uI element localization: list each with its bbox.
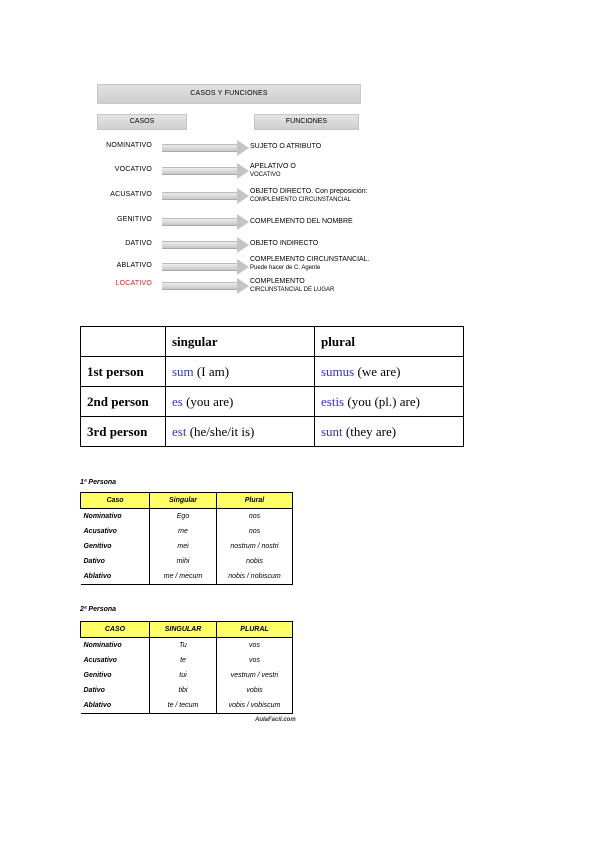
function-label: OBJETO DIRECTO. Con preposición: COMPLEMENTO CIRCUNSTANCIAL <box>250 188 368 203</box>
table-header-row <box>81 622 293 638</box>
singular-cell: Ego <box>150 509 217 525</box>
case-cell: Genitivo <box>83 543 112 550</box>
plural-cell: vos <box>217 638 293 654</box>
header-cell: Caso <box>81 493 150 509</box>
header-cell: CASO <box>81 622 150 638</box>
case-label: ABLATIVO <box>116 262 152 269</box>
plural-cell: vobis / vobiscum <box>217 698 293 714</box>
table-row <box>81 524 293 539</box>
table-row <box>81 509 293 525</box>
person-cell: 3rd person <box>81 417 166 447</box>
table-row <box>81 668 293 683</box>
plural-cell: nostrum / nostri <box>217 539 293 554</box>
table-row <box>81 387 464 417</box>
table-row <box>81 698 293 714</box>
case-label: ACUSATIVO <box>110 191 152 198</box>
table-row <box>81 638 293 654</box>
primera-persona-heading: 1ª Persona <box>80 479 117 486</box>
table-row <box>81 683 293 698</box>
singular-cell: es (you are) <box>166 387 315 417</box>
case-label-locativo: LOCATIVO <box>115 280 152 287</box>
header-cell <box>81 327 166 357</box>
casos-title: CASOS Y FUNCIONES <box>97 84 361 104</box>
header-cell-singular: singular <box>166 327 315 357</box>
plural-cell: sunt (they are) <box>315 417 464 447</box>
table-row <box>81 653 293 668</box>
person-cell: 1st person <box>81 357 166 387</box>
case-cell: Dativo <box>83 558 105 565</box>
arrow-shape <box>162 167 237 175</box>
function-label: COMPLEMENTO DEL NOMBRE <box>250 218 353 225</box>
plural-cell: vos <box>217 653 293 668</box>
casos-funciones-diagram <box>0 0 600 310</box>
case-cell: Acusativo <box>83 528 117 535</box>
case-cell: Genitivo <box>83 672 112 679</box>
arrow-shape <box>162 263 237 271</box>
singular-cell: te / tecum <box>150 698 217 714</box>
table-row <box>81 417 464 447</box>
plural-cell: nobis <box>217 554 293 569</box>
segunda-persona-heading: 2ª Persona <box>80 606 117 613</box>
case-label: GENITIVO <box>116 216 152 223</box>
arrow-shape <box>162 192 237 200</box>
case-cell: Nominativo <box>83 513 122 520</box>
singular-cell: Tu <box>150 638 217 654</box>
function-label: OBJETO INDIRECTO <box>250 240 319 247</box>
plural-cell: sumus (we are) <box>315 357 464 387</box>
function-label: SUJETO O ATRIBUTO <box>250 143 322 150</box>
singular-cell: me <box>150 524 217 539</box>
person-cell: 2nd person <box>81 387 166 417</box>
table-header-row <box>81 327 464 357</box>
segunda-persona-table <box>80 621 293 714</box>
singular-cell: tibi <box>150 683 217 698</box>
singular-cell: sum (I am) <box>166 357 315 387</box>
plural-cell: nobis / nobiscum <box>217 569 293 585</box>
case-cell: Dativo <box>83 687 105 694</box>
arrow-shape <box>162 241 237 249</box>
primera-persona-table <box>80 492 293 585</box>
header-cell: Singular <box>150 493 217 509</box>
table-row <box>81 569 293 585</box>
singular-cell: te <box>150 653 217 668</box>
case-label: DATIVO <box>125 240 152 247</box>
plural-cell: vobis <box>217 683 293 698</box>
arrow-shape <box>162 282 237 290</box>
arrow-shape <box>162 144 237 152</box>
header-cell: PLURAL <box>217 622 293 638</box>
function-label: APELATIVO O VOCATIVO <box>250 163 296 178</box>
casos-header: CASOS <box>97 114 187 130</box>
header-cell-plural: plural <box>315 327 464 357</box>
case-cell: Nominativo <box>83 642 122 649</box>
plural-cell: nos <box>217 524 293 539</box>
plural-cell: estis (you (pl.) are) <box>315 387 464 417</box>
funciones-header: FUNCIONES <box>254 114 359 130</box>
sum-conjugation-table <box>80 326 464 447</box>
singular-cell: tui <box>150 668 217 683</box>
case-label: NOMINATIVO <box>106 142 152 149</box>
case-cell: Ablativo <box>81 569 150 585</box>
singular-cell: mihi <box>150 554 217 569</box>
table-row <box>81 539 293 554</box>
aulafacil-watermark: AulaFacil.com <box>255 717 296 723</box>
header-cell: SINGULAR <box>150 622 217 638</box>
function-label: COMPLEMENTO CIRCUNSTANCIAL DE LUGAR <box>250 278 335 293</box>
plural-cell: nos <box>217 509 293 525</box>
singular-cell: mei <box>150 539 217 554</box>
function-label: COMPLEMENTO CIRCUNSTANCIAL. Puede hacer de C. Agente <box>250 256 370 271</box>
singular-cell: est (he/she/it is) <box>166 417 315 447</box>
singular-cell: me / mecum <box>150 569 217 585</box>
table-row <box>81 357 464 387</box>
arrow-shape <box>162 218 237 226</box>
table-header-row <box>81 493 293 509</box>
header-cell: Plural <box>217 493 293 509</box>
case-cell: Ablativo <box>81 698 150 714</box>
case-label: VOCATIVO <box>114 166 152 173</box>
case-cell: Acusativo <box>83 657 117 664</box>
plural-cell: vestrum / vestri <box>217 668 293 683</box>
table-row <box>81 554 293 569</box>
